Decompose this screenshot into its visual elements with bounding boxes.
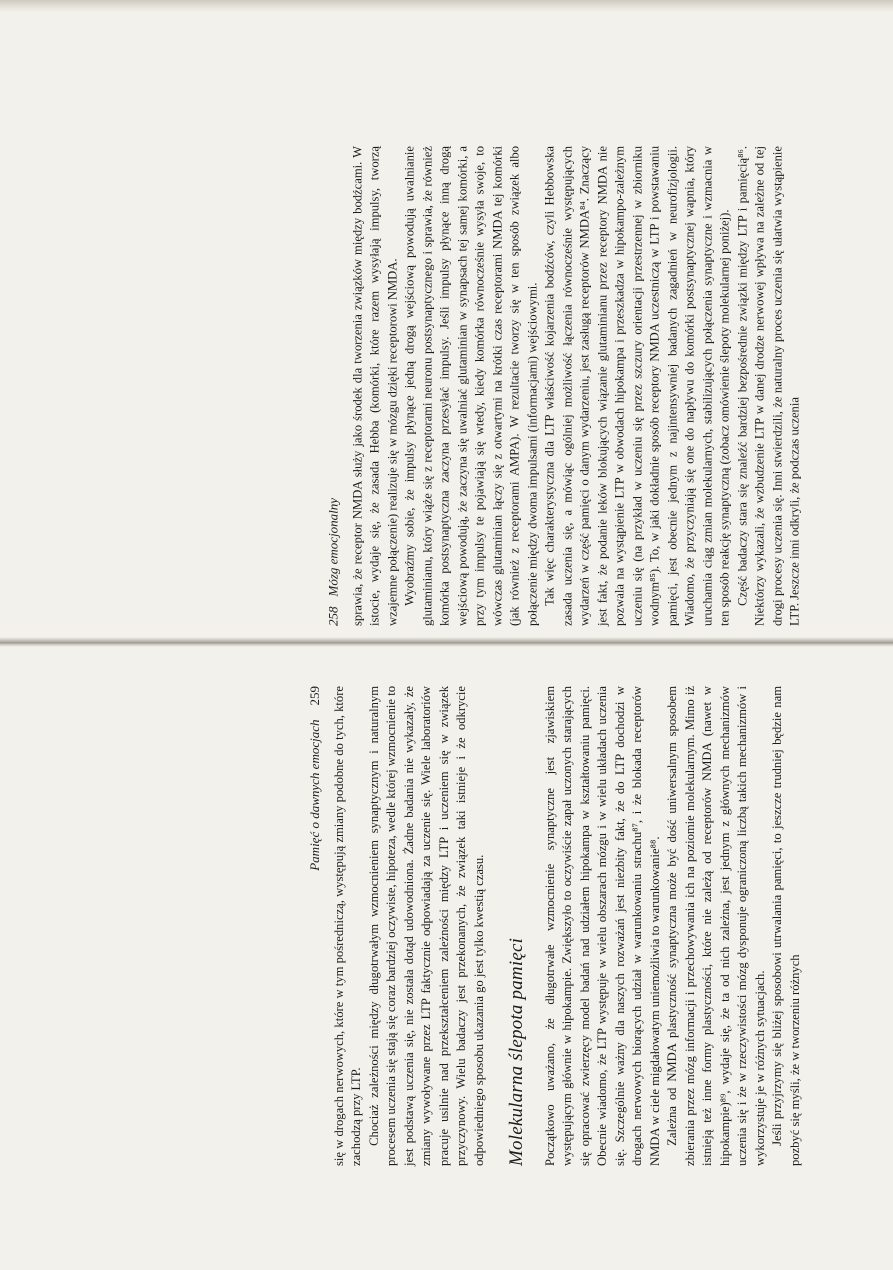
scan-edge <box>0 0 893 12</box>
section-heading: Molekularna ślepota pamięci <box>506 937 527 1166</box>
left-page-258 <box>0 16 893 636</box>
body-paragraph: Tak więc charakterystyczna dla LTP właściwość kojarzenia bodźców, czyli Hebbowska zasada uczenia się, a mówiąc ogólniej możliwość łączenia równocześnie występujących wydarzeń w część pamięci o danym wydarzeniu, jest zasługą receptorów NMDA⁸⁴. Znaczący jest fakt, że podanie leków blokujących wiązanie glutaminianu przez receptory NMDA nie pozwala na wystąpienie LTP w obwodach hipokampa i przeszkadza w hipokampo-zależnym uczeniu się (na przykład w uczeniu się przez szczury orientacji przestrzennej w zbiorniku wodnym⁸⁵). To, w jaki dokładnie sposób receptory NMDA uczestniczą w LTP i powstawaniu pamięci, jest obecnie jednym z najintensywniej badanych zagadnień w neurofizjologii. Wiadomo, że przyczyniają się one do napływu do komórki postsynaptycznej wapnia, który uruchamia ciąg zmian molekularnych, stabilizujących połączenia synaptyczne i wzmacnia w ten sposób reakcję synaptyczną (zobacz omówienie ślepoty molekularnej poniżej). <box>542 146 732 626</box>
running-head <box>325 146 344 626</box>
body-paragraph: Początkowo uważano, że długotrwałe wzmocnienie synaptyczne jest zjawiskiem występującym głównie w hipokampie. Zwiększyło to oczywiście zapał uczonych starających się opracować zwierzęcy model badań nad udziałem hipokampa w kształtowaniu pamięci. Obecnie wiadomo, że LTP występuje w wielu obszarach mózgu i w wielu układach uczenia się. Szczególnie ważny dla naszych rozważań jest niezbity fakt, że do LTP dochodzi w drogach nerwowych biorących udział w warunkowaniu strachu⁸⁷, i że blokada receptorów NMDA w ciele migdałowatym uniemożliwia to warunkowanie⁸⁸. <box>542 686 662 1166</box>
body-paragraph: Chociaż zależności między długotrwałym wzmocnieniem synaptycznym i naturalnym procesem uczenia się stają się coraz bardziej oczywiste, hipoteza, wedle której wzmocnienie to jest podstawą uczenia się, nie została dotąd udowodniona. Żadne badania nie wykazały, że zmiany wywoływane przez LTP faktycznie odpowiadają za uczenie się. Wiele laboratoriów pracuje usilnie nad przekształceniem zależności między LTP i uczeniem się w związek przyczynowy. Wielu badaczy jest przekonanych, że związek taki istnieje i że odkrycie odpowiedniego sposobu ukazania go jest tylko kwestią czasu. <box>366 686 486 1166</box>
page-number: 259 <box>307 686 322 706</box>
book-gutter <box>0 637 893 647</box>
body-paragraph: Jeśli przyjrzymy się bliżej sposobowi utrwalania pamięci, to jeszcze trudniej będzie nam pozbyć się myśli, że w tworzeniu różnych <box>770 686 802 1166</box>
page-258-content <box>84 146 804 626</box>
body-paragraph: Wyobraźmy sobie, że impulsy płynące jedną drogą wejściową powodują uwalnianie glutaminianu, który wiąże się z receptorami neuronu postsynaptycznego i sprawia, że również komórka postsynaptyczna zaczyna przesyłać impulsy. Jeśli impulsy płynące inną drogą wejściową powodują, że zaczyna się uwalniać glutaminian w synapsach tej samej komórki, a przy tym impulsy te pojawiają się wtedy, kiedy komórka równocześnie wysyła swoje, to wówczas glutaminian łączy się z otwartymi na krótki czas receptorami NMDA tej komórki (jak również z receptorami AMPA). W rezultacie tworzy się w ten sposób związek albo połączenie między dwoma impulsami (informacjami) wejściowymi. <box>402 146 539 626</box>
body-paragraph: się w drogach nerwowych, które w tym pośredniczą, występują zmiany podobne do tych, które zachodzą przy LTP. <box>331 686 363 1166</box>
body-paragraph: Zależna od NMDA plastyczność synaptyczna może być dość uniwersalnym sposobem zbierania przez mózg informacji i przechowywania ich na poziomie molekularnym. Mimo iż istnieją też inne formy plastyczności, które nie zależą od receptorów NMDA (nawet w hipokampie)⁸⁹, wydaje się, że ta od nich zależna, jest jednym z głównych mechanizmów uczenia się i że w rzeczywistości mózg dysponuje ograniczoną liczbą takich mechanizmów i wykorzystuje je w różnych sytuacjach. <box>665 686 767 1166</box>
right-page-259 <box>0 650 893 1270</box>
running-head-title: Mózg emocjonalny <box>325 497 341 597</box>
running-head <box>306 686 325 1166</box>
page-259-orientation <box>306 686 804 1166</box>
running-head-title: Pamięć o dawnych emocjach <box>307 719 322 871</box>
page-258-orientation <box>325 146 805 626</box>
body-paragraph: sprawia, że receptor NMDA służy jako środek dla tworzenia związków między bodźcami. W istocie, wydaje się, że zasada Hebba (komórki, które razem wysyłają impulsy, tworzą wzajemne połączenie) realizuje się w mózgu dzięki receptorowi NMDA. <box>350 146 399 626</box>
body-paragraph: Część badaczy stara się znaleźć bardziej bezpośrednie związki między LTP i pamięcią⁸⁶. Niektórzy wykazali, że wzbudzenie LTP w danej drodze nerwowej wpływa na zależne od tej drogi procesy uczenia się. Inni stwierdzili, że naturalny proces uczenia się ułatwia wystąpienie LTP. Jeszcze inni odkryli, że podczas uczenia <box>735 146 802 626</box>
page-259-content <box>84 686 804 1166</box>
page-number: 258 <box>325 606 341 626</box>
